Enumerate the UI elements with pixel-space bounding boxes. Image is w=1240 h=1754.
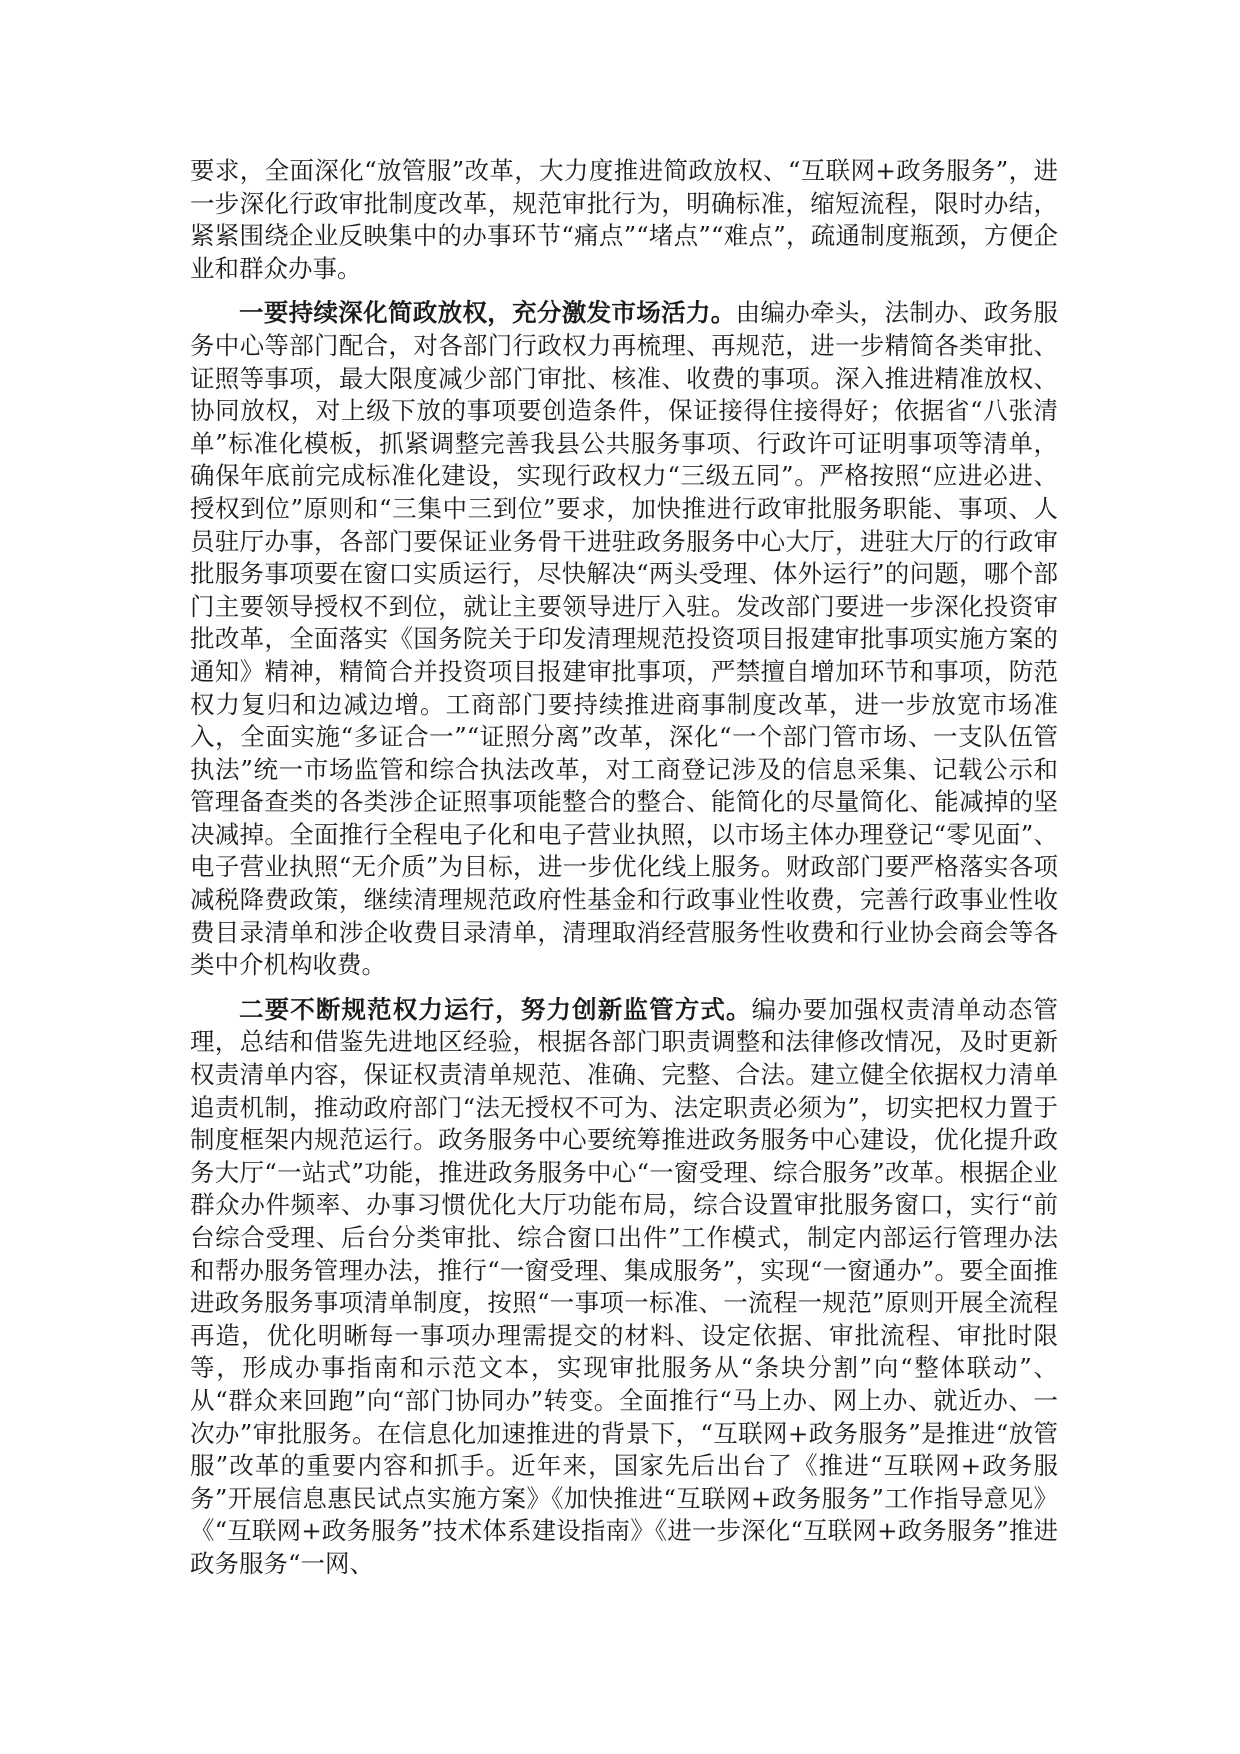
section-one-text: 由编办牵头，法制办、政务服务中心等部门配合，对各部门行政权力再梳理、再规范，进一步精简各类审批、证照等事项，最大限度减少部门审批、核准、收费的事项。深入推进精准放权、协同放权，对上级下放的事项要创造条件，保证接得住接得好；依据省“八张清单”标准化模板，抓紧调整完善我县公共服务事项、行政许可证明事项等清单，确保年底前完成标准化建设，实现行政权力“三级五同”。严格按照“应进必进、授权到位”原则和“三集中三到位”要求，加快推进行政审批服务职能、事项、人员驻厅办事，各部门要保证业务骨干进驻政务服务中心大厅，进驻大厅的行政审批服务事项要在窗口实质运行，尽快解决“两头受理、体外运行”的问题，哪个部门主要领导授权不到位，就让主要领导进厅入驻。发改部门要进一步深化投资审批改革，全面落实《国务院关于印发清理规范投资项目报建审批事项实施方案的通知》精神，精简合并投资项目报建审批事项，严禁擅自增加环节和事项，防范权力复归和边减边增。工商部门要持续推进商事制度改革，进一步放宽市场准入，全面实施“多证合一”“证照分离”改革，深化“一个部门管市场、一支队伍管执法”统一市场监管和综合执法改革，对工商登记涉及的信息采集、记载公示和管理备查类的各类涉企证照事项能整合的整合、能简化的尽量简化、能减掉的坚决减掉。全面推行全程电子化和电子营业执照，以市场主体办理登记“零见面”、电子营业执照“无介质”为目标，进一步优化线上服务。财政部门要严格落实各项减税降费政策，继续清理规范政府性基金和行政事业性收费，完善行政事业性收费目录清单和涉企收费目录清单，清理取消经营服务性收费和行业协会商会等各类中介机构收费。: [190, 298, 1058, 980]
section-one-heading: 一要持续深化简政放权，充分激发市场活力。: [239, 298, 736, 328]
section-two-heading: 二要不断规范权力运行，努力创新监管方式。: [239, 994, 752, 1024]
document-page: [190, 155, 1058, 1593]
paragraph-section-two: [190, 994, 1058, 1581]
paragraph-intro: [190, 155, 1058, 285]
paragraph-section-one: [190, 297, 1058, 981]
section-two-text: 编办要加强权责清单动态管理，总结和借鉴先进地区经验，根据各部门职责调整和法律修改情况，及时更新权责清单内容，保证权责清单规范、准确、完整、合法。建立健全依据权力清单追责机制，推动政府部门“法无授权不可为、法定职责必须为”，切实把权力置于制度框架内规范运行。政务服务中心要统筹推进政务服务中心建设，优化提升政务大厅“一站式”功能，推进政务服务中心“一窗受理、综合服务”改革。根据企业群众办件频率、办事习惯优化大厅功能布局，综合设置审批服务窗口，实行“前台综合受理、后台分类审批、综合窗口出件”工作模式，制定内部运行管理办法和帮办服务管理办法，推行“一窗受理、集成服务”，实现“一窗通办”。要全面推进政务服务事项清单制度，按照“一事项一标准、一流程一规范”原则开展全流程再造，优化明晰每一事项办理需提交的材料、设定依据、审批流程、审批时限等，形成办事指南和示范文本，实现审批服务从“条块分割”向“整体联动”、从“群众来回跑”向“部门协同办”转变。全面推行“马上办、网上办、就近办、一次办”审批服务。在信息化加速推进的背景下，“互联网+政务服务”是推进“放管服”改革的重要内容和抓手。近年来，国家先后出台了《推进“互联网+政务服务”开展信息惠民试点实施方案》《加快推进“互联网+政务服务”工作指导意见》《“互联网+政务服务”技术体系建设指南》《进一步深化“互联网+政务服务”推进政务服务“一网、: [190, 994, 1059, 1578]
paragraph-intro-text: 要求，全面深化“放管服”改革，大力度推进简政放权、“互联网+政务服务”，进一步深化行政审批制度改革，规范审批行为，明确标准，缩短流程，限时办结，紧紧围绕企业反映集中的办事环节“痛点”“堵点”“难点”，疏通制度瓶颈，方便企业和群众办事。: [190, 156, 1058, 283]
